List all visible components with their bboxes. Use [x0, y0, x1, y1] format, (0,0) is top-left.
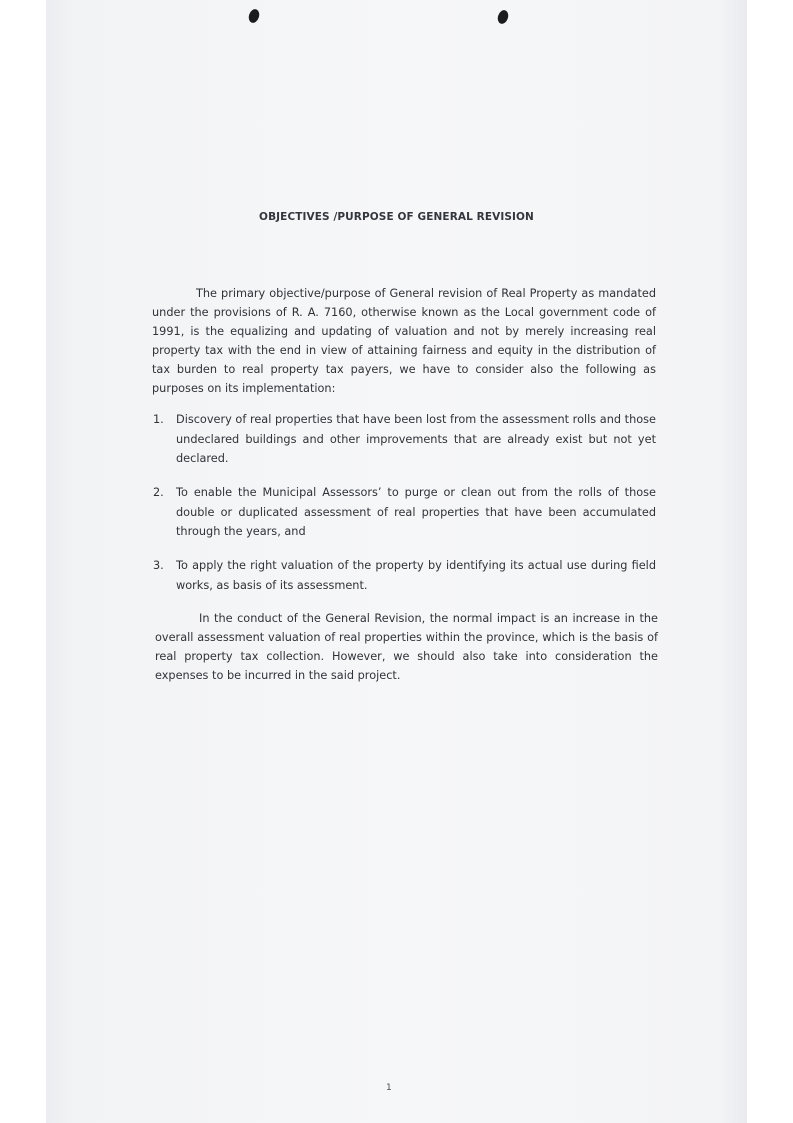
document-page: [46, 0, 747, 1123]
punch-hole: [247, 8, 261, 24]
list-item-text: Discovery of real properties that have been lost from the assessment rolls and those undeclared buildings and other improvements that are already exist but not yet declared.: [176, 413, 656, 466]
list-item-text: To enable the Municipal Assessors’ to purge or clean out from the rolls of those double or duplicated assessment of real properties that have been accumulated through the years, and: [176, 486, 656, 539]
document-title: OBJECTIVES /PURPOSE OF GENERAL REVISION: [259, 211, 534, 223]
list-item-text: To apply the right valuation of the property by identifying its actual use during field works, as basis of its assessment.: [176, 559, 656, 592]
list-item: [153, 410, 656, 469]
list-item-number: 3.: [153, 559, 164, 572]
closing-paragraph: In the conduct of the General Revision, the normal impact is an increase in the overall assessment valuation of real properties within the province, which is the basis of real property tax collection. However, we should also take into consideration the expenses to be incurred in the said project.: [155, 612, 658, 682]
list-item-number: 1.: [153, 413, 164, 426]
punch-hole: [496, 9, 510, 25]
page-number: 1: [386, 1083, 392, 1093]
intro-paragraph: The primary objective/purpose of General revision of Real Property as mandated under the provisions of R. A. 7160, otherwise known as the Local government code of 1991, is the equalizing and updating of valuation and not by merely increasing real property tax with the end in view of attaining fairness and equity in the distribution of tax burden to real property tax payers, we have to consider also the following as purposes on its implementation:: [152, 287, 656, 395]
list-item-number: 2.: [153, 486, 164, 499]
list-item: [153, 556, 656, 595]
list-item: [153, 483, 656, 542]
